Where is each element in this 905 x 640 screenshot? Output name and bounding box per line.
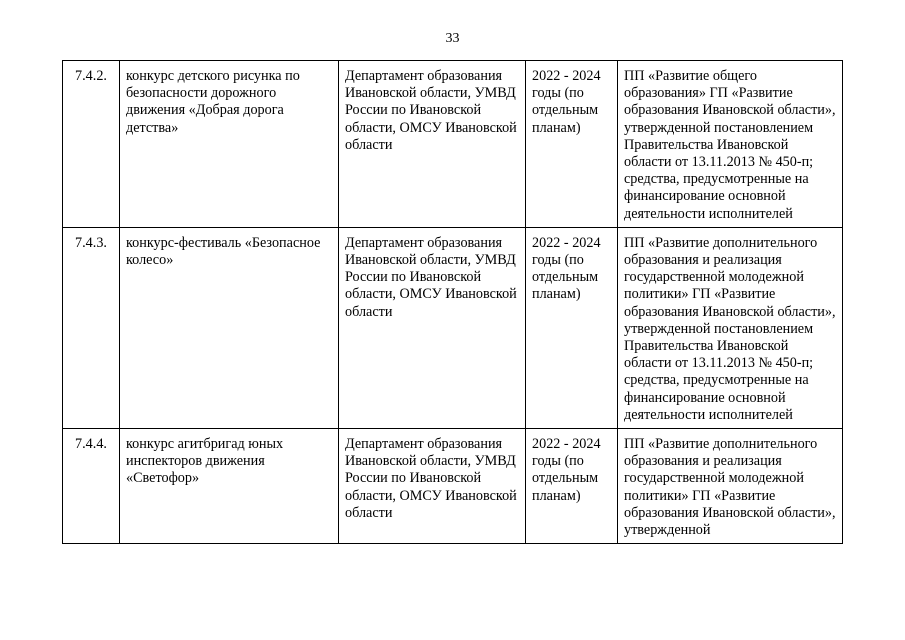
funding-cell: ПП «Развитие дополнительного образования и реализация государственной молодежной политики» ГП «Развитие образования Ивановской области», утвержденной <box>618 429 843 544</box>
period-cell: 2022 - 2024 годы (по отдельным планам) <box>526 227 618 428</box>
funding-cell: ПП «Развитие общего образования» ГП «Развитие образования Ивановской области», утвержденной постановлением Правительства Ивановской области от 13.11.2013 № 450-п; средства, предусмотренные на финансирование основной деятельности исполнителей <box>618 61 843 228</box>
measures-table <box>62 60 843 544</box>
row-number: 7.4.3. <box>63 227 120 428</box>
table-row <box>63 61 843 228</box>
table-row <box>63 227 843 428</box>
funding-cell: ПП «Развитие дополнительного образования и реализация государственной молодежной политики» ГП «Развитие образования Ивановской области», утвержденной постановлением Правительства Ивановской области от 13.11.2013 № 450-п; средства, предусмотренные на финансирование основной деятельности исполнителей <box>618 227 843 428</box>
page-number: 33 <box>445 31 460 46</box>
executors-cell: Департамент образования Ивановской области, УМВД России по Ивановской области, ОМСУ Ивановской области <box>339 61 526 228</box>
period-cell: 2022 - 2024 годы (по отдельным планам) <box>526 61 618 228</box>
event-cell: конкурс детского рисунка по безопасности дорожного движения «Добрая дорога детства» <box>120 61 339 228</box>
period-cell: 2022 - 2024 годы (по отдельным планам) <box>526 429 618 544</box>
row-number: 7.4.2. <box>63 61 120 228</box>
executors-cell: Департамент образования Ивановской области, УМВД России по Ивановской области, ОМСУ Ивановской области <box>339 429 526 544</box>
executors-cell: Департамент образования Ивановской области, УМВД России по Ивановской области, ОМСУ Ивановской области <box>339 227 526 428</box>
event-cell: конкурс-фестиваль «Безопасное колесо» <box>120 227 339 428</box>
table-row <box>63 429 843 544</box>
event-cell: конкурс агитбригад юных инспекторов движения «Светофор» <box>120 429 339 544</box>
row-number: 7.4.4. <box>63 429 120 544</box>
